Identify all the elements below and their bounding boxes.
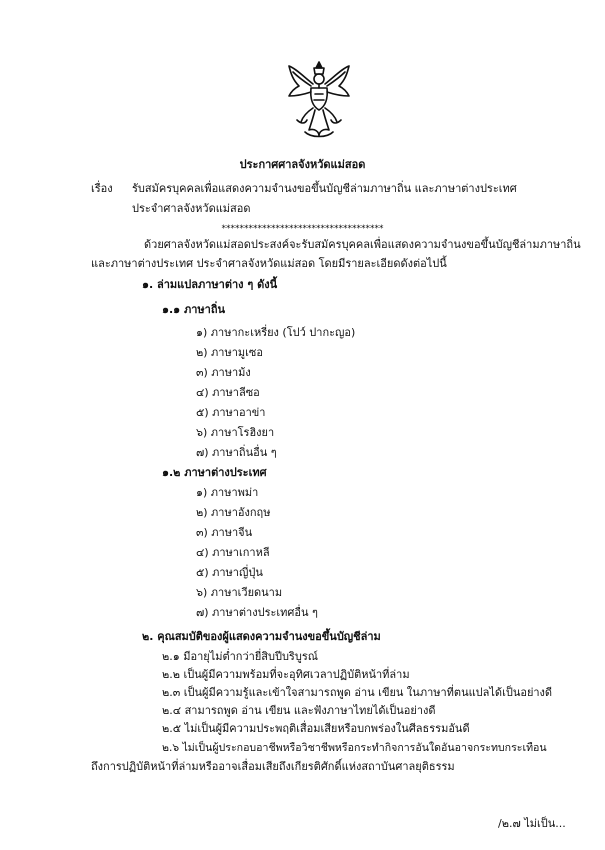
- local-languages-heading: ๑.๑ ภาษาถิ่น: [162, 303, 226, 316]
- list-item: ๒) ภาษาอังกฤษ: [196, 506, 271, 519]
- list-item: ๓) ภาษาม้ง: [196, 366, 251, 379]
- garuda-emblem-icon: [283, 58, 355, 142]
- list-item: ๑) ภาษากะเหรี่ยง (โปว์ ปากะญอ): [196, 326, 356, 339]
- list-item: ๓) ภาษาจีน: [196, 526, 253, 539]
- list-item: ๒) ภาษามูเซอ: [196, 346, 263, 359]
- subject-label: เรื่อง: [91, 182, 113, 195]
- qualification-item: ๒.๓ เป็นผู้มีความรู้และเข้าใจสามารถพูด อ่าน เขียน ในภาษาที่ตนแปลได้เป็นอย่างดี: [162, 686, 553, 699]
- star-separator: ************************************: [221, 224, 384, 234]
- notice-title: ประกาศศาลจังหวัดแม่สอด: [239, 158, 366, 171]
- qualification-item: ๒.๔ สามารถพูด อ่าน เขียน และฟังภาษาไทยได้เป็นอย่างดี: [162, 704, 436, 717]
- list-item: ๖) ภาษาโรฮิงยา: [196, 426, 275, 439]
- qualification-item: ๒.๕ ไม่เป็นผู้มีความประพฤติเสื่อมเสียหรือบกพร่องในศีลธรรมอันดี: [162, 722, 470, 735]
- list-item: ๕) ภาษาญี่ปุ่น: [196, 566, 263, 579]
- list-item: ๑) ภาษาพม่า: [196, 486, 259, 499]
- continued-marker: /๒.๗ ไม่เป็น...: [498, 817, 566, 830]
- list-item: ๖) ภาษาเวียดนาม: [196, 586, 283, 599]
- list-item: ๔) ภาษาลีซอ: [196, 386, 260, 399]
- subject-line-1: รับสมัครบุคคลเพื่อแสดงความจำนงขอขึ้นบัญชีล่ามภาษาถิ่น และภาษาต่างประเทศ: [132, 182, 517, 195]
- list-item: ๗) ภาษาถิ่นอื่น ๆ: [196, 446, 277, 459]
- section-1-heading: ๑. ล่ามแปลภาษาต่าง ๆ ดังนี้: [142, 278, 278, 291]
- subject-line-2: ประจำศาลจังหวัดแม่สอด: [132, 202, 251, 215]
- section-2-heading: ๒. คุณสมบัติของผู้แสดงความจำนงขอขึ้นบัญชีล่าม: [142, 630, 381, 643]
- list-item: ๔) ภาษาเกาหลี: [196, 546, 270, 559]
- qualification-item-continued: ถึงการปฏิบัติหน้าที่ล่ามหรืออาจเสื่อมเสียถึงเกียรติศักดิ์แห่งสถาบันศาลยุติธรรม: [91, 760, 455, 773]
- foreign-languages-heading: ๑.๒ ภาษาต่างประเทศ: [162, 466, 267, 479]
- qualification-item: ๒.๑ มีอายุไม่ต่ำกว่ายี่สิบปีบริบูรณ์: [162, 650, 318, 663]
- qualification-item: ๒.๒ เป็นผู้มีความพร้อมที่จะอุทิศเวลาปฏิบัติหน้าที่ล่าม: [162, 668, 410, 681]
- list-item: ๗) ภาษาต่างประเทศอื่น ๆ: [196, 606, 318, 619]
- intro-line-1: ด้วยศาลจังหวัดแม่สอดประสงค์จะรับสมัครบุคคลเพื่อแสดงความจำนงขอขึ้นบัญชีล่ามภาษาถิ่น: [144, 238, 581, 251]
- list-item: ๕) ภาษาอาข่า: [196, 406, 266, 419]
- qualification-item: ๒.๖ ไม่เป็นผู้ประกอบอาชีพหรือวิชาชีพหรือกระทำกิจการอันใดอันอาจกระทบกระเทือน: [162, 742, 547, 754]
- intro-line-2: และภาษาต่างประเทศ ประจำศาลจังหวัดแม่สอด โดยมีรายละเอียดดังต่อไปนี้: [91, 257, 447, 270]
